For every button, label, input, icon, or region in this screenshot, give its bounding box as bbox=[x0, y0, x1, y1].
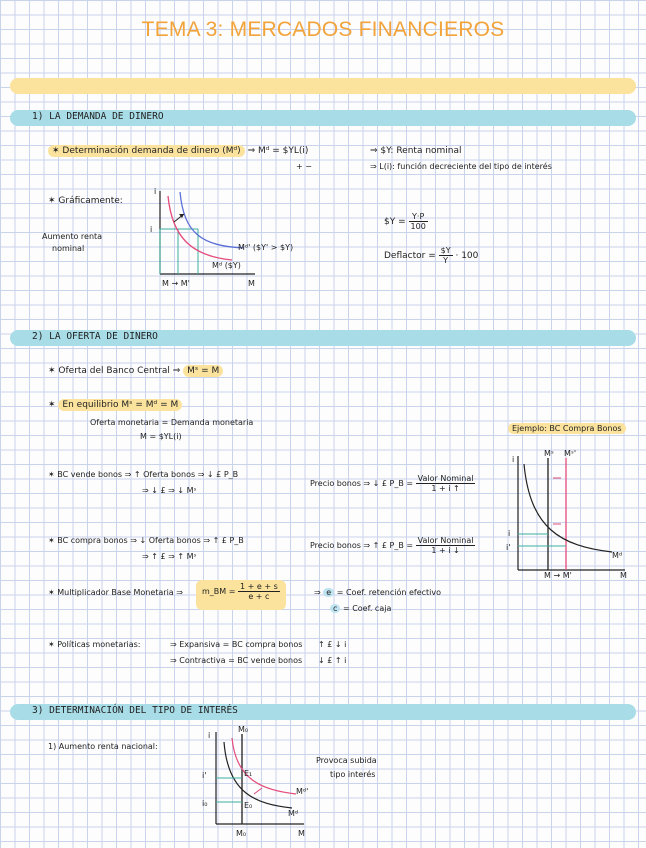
aumento-renta-label: 1) Aumento renta nacional: bbox=[48, 742, 158, 751]
mult-c-line bbox=[330, 604, 391, 613]
ig-e0-label: E₀ bbox=[244, 801, 253, 810]
mult-den: e + c bbox=[248, 592, 270, 601]
mult-c-sym: c bbox=[330, 604, 340, 613]
deflactor-formula bbox=[384, 246, 478, 265]
note-funcion: ⇒ L(i): función decreciente del tipo de interés bbox=[370, 162, 552, 171]
og-md-label: Mᵈ bbox=[612, 551, 623, 560]
og-ms-label: Mˢ bbox=[544, 449, 554, 458]
pol-contractiva-effect: ↓ £ ↑ i bbox=[318, 656, 347, 665]
precio1-num: Valor Nominal bbox=[417, 474, 474, 483]
ig-md-label: Mᵈ bbox=[288, 809, 299, 818]
defl-left: Deflactor = bbox=[384, 251, 436, 261]
oferta-graph bbox=[500, 448, 635, 583]
ig-e1-label: E₁ bbox=[244, 769, 253, 778]
mult-e-arrow: ⇒ bbox=[314, 588, 324, 597]
curve-md1-label: Mᵈ' ($Y' > $Y) bbox=[238, 243, 294, 252]
ig-i0-label: i₀ bbox=[202, 799, 208, 808]
mult-sym: m_BM = bbox=[202, 587, 236, 596]
highlight-band bbox=[10, 78, 636, 94]
og-ms1-label: Mˢ' bbox=[564, 449, 577, 458]
og-i2-label: i' bbox=[506, 543, 511, 552]
ig-ms-label: M₀ bbox=[238, 725, 249, 734]
mult-e-line bbox=[314, 588, 441, 597]
mult-label: ✶ Multiplicador Base Monetaria ⇒ bbox=[48, 588, 183, 597]
page-title: TEMA 3: MERCADOS FINANCIEROS bbox=[141, 18, 505, 41]
equil-box: En equilibrio Mˢ = Mᵈ = M bbox=[58, 399, 182, 411]
det-label: ✶ Determinación demanda de dinero (Mᵈ) bbox=[48, 145, 245, 157]
ejemplo-label bbox=[508, 424, 626, 433]
det-formula: Mᵈ = $YL(i) bbox=[257, 146, 309, 156]
axis-i-label: i bbox=[154, 187, 157, 196]
demand-graph bbox=[140, 186, 294, 296]
og-m-label: M bbox=[620, 571, 627, 580]
axis-m-label: M bbox=[248, 279, 255, 288]
vende-line-1: ✶ BC vende bonos ⇒ ↑ Oferta bonos ⇒ ↓ £ P_B bbox=[48, 470, 239, 479]
pol-expansiva-effect: ↑ £ ↓ i bbox=[318, 640, 347, 649]
oferta-label: ✶ Oferta del Banco Central ⇒ bbox=[48, 366, 181, 376]
aumento-label-1: Aumento renta bbox=[42, 232, 103, 241]
precio1-frac bbox=[416, 474, 476, 493]
mult-e-sym: e bbox=[323, 588, 334, 597]
defl-num: $Y bbox=[440, 246, 451, 255]
section-header-oferta bbox=[10, 330, 636, 346]
precio1-den: 1 + i ↑ bbox=[431, 484, 460, 493]
ig-md1-label: Mᵈ' bbox=[296, 787, 309, 796]
section-title: 2) LA OFERTA DE DINERO bbox=[32, 331, 158, 342]
mult-box bbox=[196, 580, 286, 610]
defl-frac bbox=[439, 246, 453, 265]
pol-expansiva: ⇒ Expansiva = BC compra bonos bbox=[170, 640, 303, 649]
pol-contractiva: ⇒ Contractiva = BC vende bonos bbox=[170, 656, 303, 665]
defl-den: Y bbox=[443, 256, 449, 265]
og-md-curve bbox=[524, 464, 612, 552]
og-x-ticks: M → M' bbox=[544, 571, 572, 580]
curve-md-label: Mᵈ ($Y) bbox=[212, 261, 241, 270]
section-title: 3) DETERMINACIÓN DEL TIPO DE INTERÉS bbox=[32, 705, 238, 716]
aumento-label-2: nominal bbox=[52, 244, 85, 253]
og-i-label: i bbox=[508, 529, 511, 538]
defl-right: · 100 bbox=[455, 251, 479, 261]
det-line bbox=[48, 146, 308, 156]
sy-formula bbox=[384, 212, 428, 231]
precio2-num: Valor Nominal bbox=[417, 536, 474, 545]
compra-line-2: ⇒ ↑ £ ⇒ ↑ Mˢ bbox=[142, 552, 197, 561]
axis-i-tick: i bbox=[150, 225, 153, 234]
ig-i1-label: i' bbox=[202, 771, 207, 780]
interes-graph bbox=[196, 724, 316, 840]
mult-num: 1 + e + s bbox=[239, 582, 278, 591]
compra-line-1: ✶ BC compra bonos ⇒ ↓ Oferta bonos ⇒ ↑ £ P_B bbox=[48, 536, 244, 545]
provoca-2: tipo interés bbox=[330, 770, 376, 779]
x-ticks: M → M' bbox=[162, 279, 190, 288]
mult-c-text: = Coef. caja bbox=[342, 604, 392, 613]
og-axis-i: i bbox=[512, 455, 515, 464]
provoca-1: Provoca subida bbox=[316, 756, 377, 765]
equil-line bbox=[48, 400, 182, 410]
section-header-demanda bbox=[10, 110, 636, 126]
precio2-frac bbox=[416, 536, 476, 555]
mult-frac bbox=[238, 582, 280, 601]
ig-shift-arrow bbox=[254, 788, 262, 794]
sy-den: 100 bbox=[410, 222, 426, 231]
equil-line-2: Oferta monetaria = Demanda monetaria bbox=[90, 418, 254, 427]
sy-left: $Y = bbox=[384, 217, 406, 227]
ejemplo-box: Ejemplo: BC Compra Bonos bbox=[508, 423, 626, 434]
mult-e-text: = Coef. retención efectivo bbox=[336, 588, 442, 597]
det-arrow: ⇒ bbox=[247, 146, 256, 156]
precio-vende bbox=[310, 474, 475, 493]
vende-line-2: ⇒ ↓ £ ⇒ ↓ Mˢ bbox=[142, 486, 197, 495]
ig-axis-i: i bbox=[208, 731, 211, 740]
md1-curve bbox=[180, 192, 244, 248]
equil-star: ✶ bbox=[48, 400, 56, 410]
section-title: 1) LA DEMANDA DE DINERO bbox=[32, 111, 164, 122]
precio2-left: Precio bonos ⇒ ↑ £ P_B = bbox=[310, 541, 414, 550]
section-header-interes bbox=[10, 704, 636, 720]
graf-label: ✶ Gráficamente: bbox=[48, 196, 123, 206]
precio-compra bbox=[310, 536, 475, 555]
sy-frac bbox=[409, 212, 428, 231]
oferta-box: Mˢ = M bbox=[183, 365, 223, 377]
det-signs: + − bbox=[296, 162, 312, 171]
precio1-left: Precio bonos ⇒ ↓ £ P_B = bbox=[310, 479, 414, 488]
note-renta: ⇒ $Y: Renta nominal bbox=[370, 146, 462, 156]
ig-m-label: M bbox=[298, 829, 305, 838]
ig-m0-label: M₀ bbox=[236, 829, 247, 838]
equil-line-3: M = $YL(i) bbox=[140, 432, 182, 441]
oferta-line bbox=[48, 366, 223, 376]
sy-num: Y·P bbox=[409, 212, 428, 222]
pol-label: ✶ Políticas monetarias: bbox=[48, 640, 141, 649]
precio2-den: 1 + i ↓ bbox=[431, 546, 460, 555]
